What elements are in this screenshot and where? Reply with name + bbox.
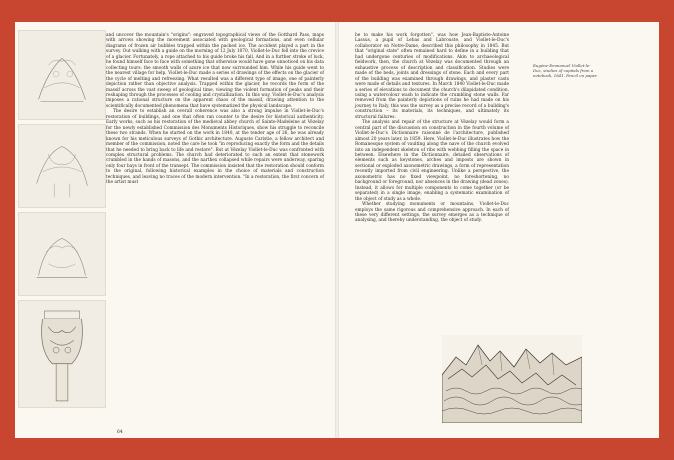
figure-caption: Eugène-Emmanuel Viollet-le-Duc, studies of capitals from a notebook, 1841. Pencil on paper. bbox=[533, 63, 598, 78]
body-paragraph: The desire to establish an overall coherence was also a strong impulse in Viollet-le-Duc's restoration of buildings, and one that often ran counter to the desire for historical authenticity. Early works, such as his restoration of the medieval abbey church of Sainte-Madeleine at Vézelay for the newly established Commission des Monuments Historiques, show his struggle to reconcile these two strands. When he started on the work in 1840, at the tender age of 26, he was already known for his meticulous surveys of Gothic architecture. Auguste Caristie, a fellow architect and member of the commission, noted the care he took "in reproducing exactly the form and the details that he needed to bring back to life and restore". But at Vézelay Viollet-le-Duc was confronted with complex structural problems. The church had deteriorated to such an extent that stonework crumbled in the hands of masons, and the narthex collapsed while repairs were underway, sparing only four bays in front of the transept. The commission insisted that the restoration should conform to the original, following historical examples in the choice of materials and construction techniques, and leaving no traces of the modern intervention. "In a restoration, the first concern of the artist must bbox=[106, 109, 324, 186]
body-paragraph: Whether studying monuments or mountains, Viollet-le-Duc employs the same rigorous and comprehensive approach. In each of these very different settings, the survey emerges as a technique of analysing, and thereby understanding, the object of study. bbox=[355, 202, 509, 224]
body-paragraph: The analysis and repair of the structure at Vézelay would form a central part of the discussion on construction in the fourth volume of Viollet-le-Duc's Dictionnaire raisonné de l'architecture, published almost 20 years later, in 1859. Here, Viollet-le-Duc illustrates how the Romanesque system of vaulting along the nave of the church evolved into an independent skeleton of ribs with webbing filling the space in between. Elsewhere in the Dictionnaire, detailed observations of elements such as keystones, arches and imposts are shown in sectional or exploded axonometric drawings, a form of representation recently imported from civil engineering. Unlike a perspective, the axonometric has no fixed viewpoint, no foreshortening, no background or foreground, nor absences in the drawing (dead zones). Instead, it allows for multiple components to come together (or be separated) in a single image, enabling a systematic examination of the object of study as a whole. bbox=[355, 120, 509, 202]
capital-sketches-strip bbox=[18, 30, 106, 408]
body-paragraph: be to make his work forgotten", was how Jean-Baptiste-Antoine Lassus, a pupil of Lebas and Labrouste, and Viollet-le-Duc's collaborator on Notre-Dame, described this philosophy in 1845. But that "original state" often remained hard to define in a building that had undergone centuries of modifications. Akin to archaeological fieldwork, then, the church at Vézelay was documented through an exhaustive process of description and classification. Studies were made of the beds, joints and dressings of stone. Each and every part of the building was examined through drawings, and plaster casts were made of details and textures. In March 1840 Viollet-le-Duc made a series of elevations to document the church's dilapidated condition, using a watercolour wash to indicate the crumbling stone walls. Far removed from the painterly depictions of ruins he had made on his journey to Italy, this was the survey as a precise record of a building's construction – its materials, its techniques, and ultimately its structural failures. bbox=[355, 33, 509, 120]
left-text-column bbox=[106, 33, 324, 186]
glacier-landscape-sketch bbox=[442, 335, 582, 423]
page-number: 64 bbox=[117, 430, 123, 435]
capital-sketch-3 bbox=[18, 212, 106, 296]
capital-sketch-4 bbox=[18, 300, 106, 408]
capital-sketch-1 bbox=[18, 30, 106, 120]
capital-sketch-2 bbox=[18, 124, 106, 208]
right-text-column bbox=[355, 33, 509, 224]
body-paragraph: and uncover the mountain's "origins": engraved topographical views of the Gotthard Pass, maps with arrows showing the movement associated with geological formations, and even cellular diagrams of frozen air bubbles trapped within the packed ice. The accident played a part in the survey. Out walking with a guide on the morning of 12 July 1870, Viollet-le-Duc fell into the crevice of a glacier. Fortunately, a rope attached to his guide broke his fall. And in a further stroke of luck, he found himself face to face with something that otherwise would have gone unnoticed on his data collecting tours: the smooth walls of azure ice that now surrounded him. While his guide went to the nearest village for help, Viollet-le-Duc made a series of drawings of the effects on the glacier of the cycle of melting and refreezing. What resulted was a different type of image, one of painterly depiction rather than objective analysis. Trapped within the glacier, he records the form of the massif across the vast sweep of geological time, viewing the violent formation of peaks and their reshaping through the processes of cooling and crystallization. In this way, Viollet-le-Duc's analysis imposes a rational structure on the apparent chaos of the massif, drawing attention to the scientifically documented phenomena that have systematized the physical landscape. bbox=[106, 33, 324, 109]
